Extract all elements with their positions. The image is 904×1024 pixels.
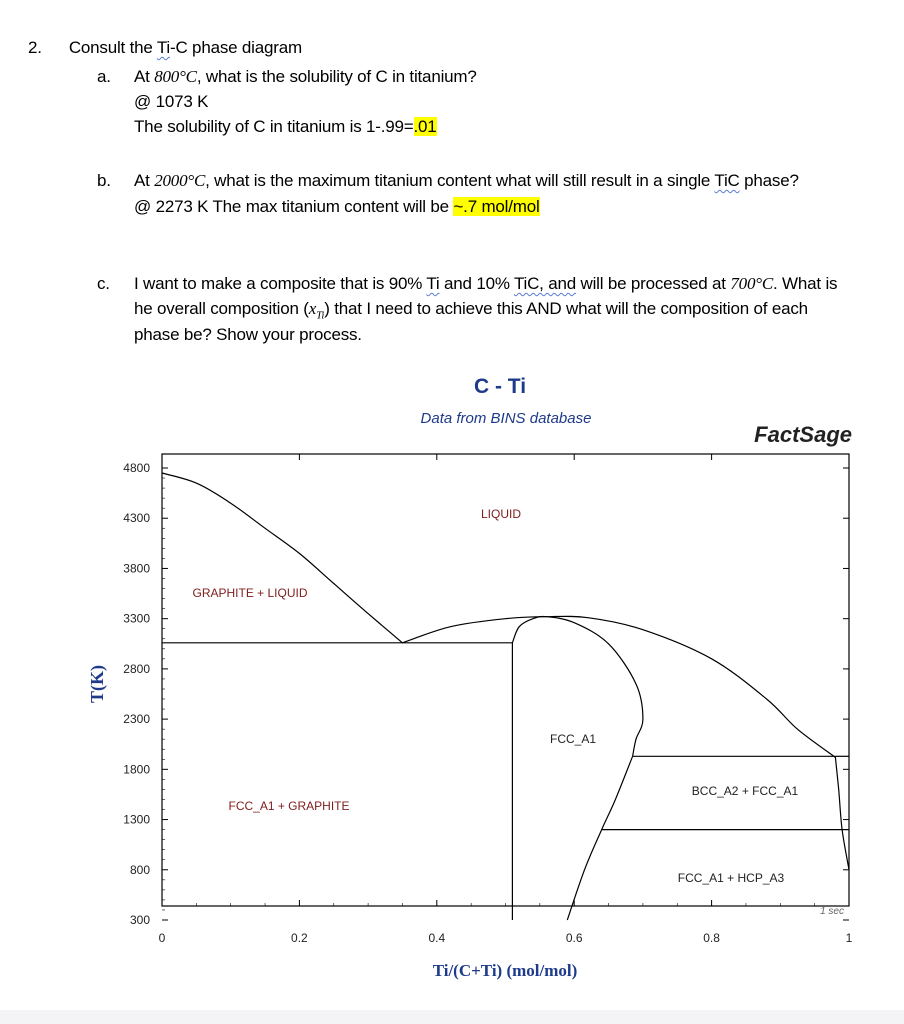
part-b-answer [134, 197, 540, 217]
a-ans2-highlight: .01 [413, 117, 437, 136]
title-ti: Ti [156, 38, 170, 57]
b-q-tic: TiC [714, 171, 740, 190]
y-axis-label: T(K) [87, 665, 107, 703]
x-tick-label: 0.8 [703, 931, 720, 945]
chart-title: C - Ti [473, 375, 527, 398]
part-c-label: c. [97, 274, 110, 293]
y-tick-label: 800 [129, 862, 150, 877]
plot-frame [162, 454, 849, 906]
region-label-graphite-liquid: GRAPHITE + LIQUID [192, 586, 308, 600]
a-q-post: , what is the solubility of C in titanium? [196, 67, 477, 86]
b-q-math: 2000°C [154, 171, 206, 190]
region-label-bcc-fcc: BCC_A2 + FCC_A1 [691, 784, 799, 798]
title-part-1: Consult the [68, 38, 157, 57]
boundary-fcc-liquidus [402, 616, 835, 757]
x-tick-label: 1 [845, 931, 853, 945]
region-label-liquid: LIQUID [480, 507, 522, 521]
brand-logo: FactSage [754, 422, 852, 447]
a-q-pre: At [134, 67, 155, 86]
b-q-post: , what is the maximum titanium content what will still result in a single [205, 171, 715, 190]
b-q-end: phase? [739, 171, 799, 190]
y-tick-label: 1300 [123, 812, 150, 827]
phase-diagram [0, 364, 904, 1024]
x-tick-label: 0 [158, 931, 166, 945]
question-number: 2. [28, 38, 42, 57]
y-tick-label: 2800 [123, 661, 150, 676]
boundary-bcc-hcp-sliver [835, 756, 849, 870]
c-l2-post: ) that I need to achieve this AND what will the composition of each [324, 299, 808, 318]
x-tick-label: 0.2 [291, 931, 308, 945]
a-q-math: 800°C [154, 67, 197, 86]
footer-band [0, 1010, 904, 1024]
title-part-3: -C phase diagram [170, 38, 302, 57]
region-label-fcc: FCC_A1 [549, 732, 597, 746]
question-title [28, 38, 302, 58]
boundary-fcc-titanium-rich-boundary [567, 756, 632, 920]
a-ans2-pre: The solubility of C in titanium is 1-.99= [134, 117, 414, 136]
c-l1-end: . What is [773, 274, 838, 293]
part-c-line-1 [134, 274, 837, 294]
b-ans-highlight: ~.7 mol/mol [453, 197, 540, 216]
b-q-pre: At [134, 171, 155, 190]
c-l1-post: will be processed at [576, 274, 731, 293]
y-tick-label: 300 [129, 913, 150, 927]
x-tick-label: 0.6 [565, 931, 583, 945]
b-ans-pre: @ 2273 K The max titanium content will be [134, 197, 454, 216]
c-l2-sub: Ti [316, 309, 325, 322]
part-c-line-3: phase be? Show your process. [134, 325, 362, 344]
boundary-graphite-liquidus [162, 473, 402, 643]
part-a-label: a. [97, 67, 111, 86]
c-l1-pre: I want to make a composite that is 90% [134, 274, 427, 293]
y-tick-label: 3800 [123, 561, 150, 576]
region-label-fcc-graphite: FCC_A1 + GRAPHITE [228, 799, 350, 813]
corner-note: 1 sec [820, 906, 844, 917]
c-l1-mid: and 10% [439, 274, 514, 293]
part-c-line-2 [134, 299, 808, 325]
y-tick-label: 4800 [123, 461, 150, 475]
c-l1-tic: TiC, and [513, 274, 576, 293]
phase-boundaries [162, 473, 849, 920]
region-label-fcc-hcp: FCC_A1 + HCP_A3 [677, 871, 785, 885]
chart-subtitle: Data from BINS database [420, 410, 592, 427]
c-l1-ti: Ti [426, 274, 440, 293]
c-l1-math: 700°C [730, 274, 773, 293]
x-axis-label: Ti/(C+Ti) (mol/mol) [432, 961, 578, 980]
y-tick-label: 4300 [123, 511, 150, 526]
part-a-question [134, 67, 477, 87]
y-tick-label: 3300 [123, 611, 150, 626]
c-l2-math: x [308, 299, 317, 318]
part-a-answer-2 [134, 117, 437, 137]
y-tick-label: 2300 [123, 712, 150, 727]
x-tick-label: 0.4 [428, 931, 446, 945]
part-b-question [134, 171, 799, 191]
c-l2-pre: he overall composition ( [134, 299, 309, 318]
part-a-answer-1: @ 1073 K [134, 92, 209, 111]
y-tick-label: 1800 [123, 762, 150, 777]
part-b-label: b. [97, 171, 111, 190]
